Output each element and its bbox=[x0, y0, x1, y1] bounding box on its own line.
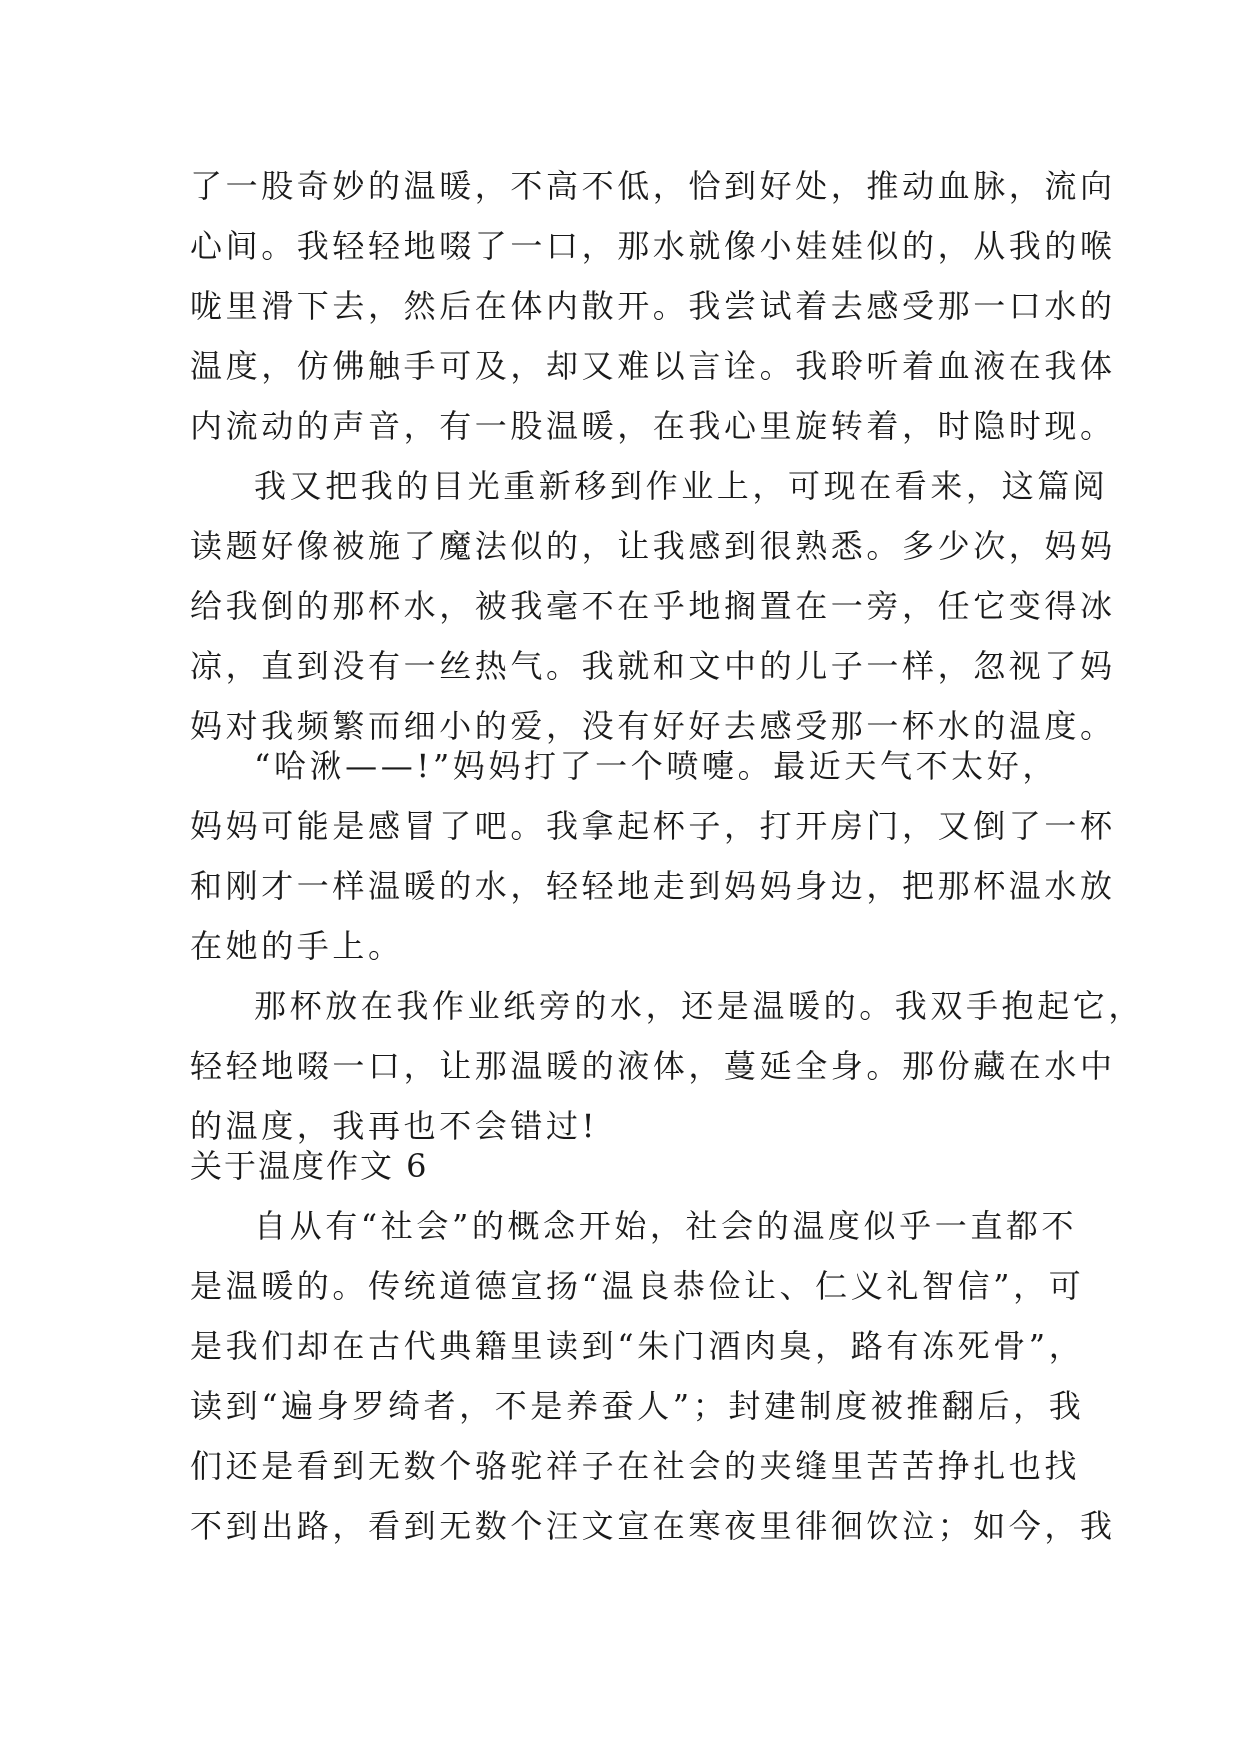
text-line: 不到出路，看到无数个汪文宣在寒夜里徘徊饮泣；如今，我 bbox=[190, 1507, 1116, 1545]
text-line: 咙里滑下去，然后在体内散开。我尝试着去感受那一口水的 bbox=[190, 287, 1116, 325]
text-line: 温度，仿佛触手可及，却又难以言诠。我聆听着血液在我体 bbox=[190, 347, 1116, 385]
text-line: 我又把我的目光重新移到作业上，可现在看来，这篇阅 bbox=[254, 467, 1109, 505]
paragraph-2 bbox=[190, 456, 1116, 756]
text-line: 妈对我频繁而细小的爱，没有好好去感受那一杯水的温度。 bbox=[190, 707, 1116, 745]
text-line: “哈湫——!”妈妈打了一个喷嚏。最近天气不太好， bbox=[254, 747, 1058, 785]
section-heading-block bbox=[190, 1136, 1060, 1196]
paragraph-3 bbox=[190, 736, 1116, 976]
text-line: 是温暖的。传统道德宣扬“温良恭俭让、仁义礼智信”，可 bbox=[190, 1267, 1085, 1305]
text-line: 们还是看到无数个骆驼祥子在社会的夹缝里苦苦挣扎也找 bbox=[190, 1447, 1081, 1485]
text-line: 读到“遍身罗绮者，不是养蚕人”；封建制度被推翻后，我 bbox=[190, 1387, 1085, 1425]
text-line: 凉，直到没有一丝热气。我就和文中的儿子一样，忽视了妈 bbox=[190, 647, 1116, 685]
section-heading: 关于温度作文 6 bbox=[190, 1147, 429, 1185]
text-line: 了一股奇妙的温暖，不高不低，恰到好处，推动血脉，流向 bbox=[190, 167, 1116, 205]
text-line: 心间。我轻轻地啜了一口，那水就像小娃娃似的，从我的喉 bbox=[190, 227, 1116, 265]
section-paragraph bbox=[190, 1196, 1116, 1556]
text-line: 和刚才一样温暖的水，轻轻地走到妈妈身边，把那杯温水放 bbox=[190, 867, 1116, 905]
text-line: 是我们却在古代典籍里读到“朱门酒肉臭，路有冻死骨”， bbox=[190, 1327, 1085, 1365]
text-line: 自从有“社会”的概念开始，社会的温度似乎一直都不 bbox=[254, 1207, 1078, 1245]
paragraph-4 bbox=[190, 976, 1145, 1156]
text-line: 那杯放在我作业纸旁的水，还是温暖的。我双手抱起它， bbox=[254, 987, 1145, 1025]
text-line: 给我倒的那杯水，被我毫不在乎地搁置在一旁，任它变得冰 bbox=[190, 587, 1116, 625]
text-line: 内流动的声音，有一股温暖，在我心里旋转着，时隐时现。 bbox=[190, 407, 1116, 445]
text-line: 读题好像被施了魔法似的，让我感到很熟悉。多少次，妈妈 bbox=[190, 527, 1116, 565]
text-line: 轻轻地啜一口，让那温暖的液体，蔓延全身。那份藏在水中 bbox=[190, 1047, 1116, 1085]
text-line: 在她的手上。 bbox=[190, 927, 404, 965]
paragraph-1 bbox=[190, 156, 1116, 456]
text-line: 的温度，我再也不会错过! bbox=[190, 1107, 599, 1145]
text-line: 妈妈可能是感冒了吧。我拿起杯子，打开房门，又倒了一杯 bbox=[190, 807, 1116, 845]
